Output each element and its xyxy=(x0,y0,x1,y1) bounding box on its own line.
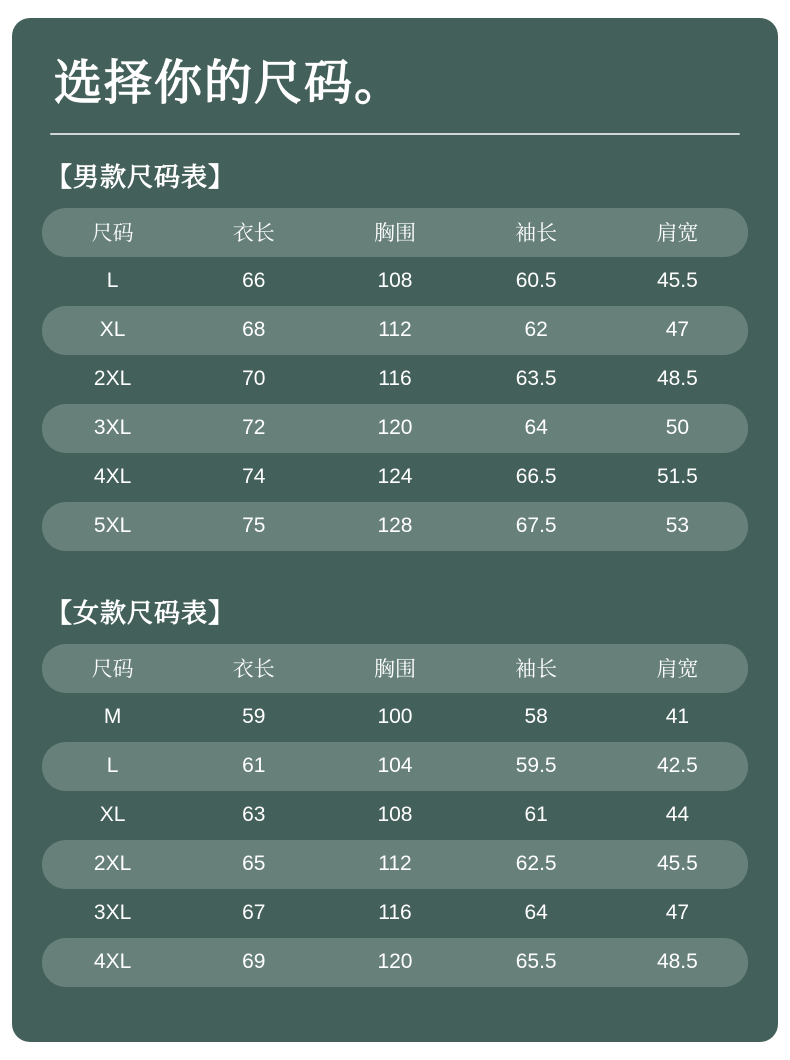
table-row xyxy=(42,355,748,404)
cell-bust: 124 xyxy=(377,465,413,489)
cell-size: L xyxy=(42,742,183,791)
cell-shoulder: 45.5 xyxy=(656,269,698,293)
cell-bust: 128 xyxy=(324,502,465,551)
cell-sleeve: 62 xyxy=(466,306,607,355)
cell-size: XL xyxy=(99,803,126,827)
cell-bust: 120 xyxy=(324,938,465,987)
cell-sleeve: 64 xyxy=(524,901,548,925)
table-row xyxy=(42,693,748,742)
cell-sleeve: 58 xyxy=(524,705,548,729)
cell-sleeve: 67.5 xyxy=(466,502,607,551)
cell-sleeve: 64 xyxy=(466,404,607,453)
cell-shoulder: 48.5 xyxy=(656,367,698,391)
cell-size: 4XL xyxy=(42,938,183,987)
table-row xyxy=(42,742,748,791)
size-table-women xyxy=(42,644,748,987)
cell-sleeve: 66.5 xyxy=(515,465,557,489)
table-row xyxy=(42,404,748,453)
cell-shoulder: 45.5 xyxy=(607,840,748,889)
cell-bust: 104 xyxy=(324,742,465,791)
column-header-bust: 胸围 xyxy=(324,644,465,693)
cell-length: 59 xyxy=(242,705,266,729)
cell-sleeve: 63.5 xyxy=(515,367,557,391)
cell-size: L xyxy=(106,269,119,293)
cell-bust: 112 xyxy=(324,840,465,889)
cell-sleeve: 59.5 xyxy=(466,742,607,791)
table-row xyxy=(42,257,748,306)
cell-length: 61 xyxy=(183,742,324,791)
column-header-shoulder: 肩宽 xyxy=(607,644,748,693)
column-header-size: 尺码 xyxy=(42,644,183,693)
table-row xyxy=(42,306,748,355)
cell-size: M xyxy=(103,705,122,729)
column-header-shoulder: 肩宽 xyxy=(607,208,748,257)
cell-sleeve: 62.5 xyxy=(466,840,607,889)
cell-shoulder: 51.5 xyxy=(656,465,698,489)
cell-bust: 100 xyxy=(377,705,413,729)
table-row xyxy=(42,889,748,938)
cell-length: 66 xyxy=(242,269,266,293)
table-row xyxy=(42,840,748,889)
table-row xyxy=(42,938,748,987)
page-title: 选择你的尺码。 xyxy=(54,57,405,110)
size-guide-card xyxy=(12,18,778,1042)
cell-length: 72 xyxy=(183,404,324,453)
cell-length: 70 xyxy=(242,367,266,391)
cell-size: 5XL xyxy=(42,502,183,551)
cell-size: 3XL xyxy=(42,404,183,453)
cell-size: 3XL xyxy=(93,901,132,925)
cell-length: 63 xyxy=(242,803,266,827)
cell-length: 65 xyxy=(183,840,324,889)
size-table-men xyxy=(42,208,748,551)
cell-shoulder: 41 xyxy=(665,705,690,729)
cell-size: 2XL xyxy=(42,840,183,889)
column-header-sleeve: 袖长 xyxy=(466,644,607,693)
table-row xyxy=(42,453,748,502)
column-header-length: 衣长 xyxy=(183,208,324,257)
header-divider xyxy=(50,133,740,135)
cell-sleeve: 60.5 xyxy=(515,269,557,293)
cell-shoulder: 48.5 xyxy=(607,938,748,987)
cell-size: 2XL xyxy=(93,367,132,391)
cell-length: 69 xyxy=(183,938,324,987)
table-row xyxy=(42,502,748,551)
cell-length: 74 xyxy=(242,465,266,489)
cell-length: 75 xyxy=(183,502,324,551)
cell-length: 68 xyxy=(183,306,324,355)
cell-shoulder: 53 xyxy=(607,502,748,551)
cell-shoulder: 50 xyxy=(607,404,748,453)
cell-shoulder: 47 xyxy=(607,306,748,355)
cell-shoulder: 42.5 xyxy=(607,742,748,791)
cell-shoulder: 47 xyxy=(665,901,690,925)
column-header-sleeve: 袖长 xyxy=(466,208,607,257)
cell-shoulder: 44 xyxy=(665,803,690,827)
cell-length: 67 xyxy=(242,901,266,925)
cell-sleeve: 65.5 xyxy=(466,938,607,987)
cell-bust: 108 xyxy=(377,803,413,827)
section-heading-women: 【女款尺码表】 xyxy=(46,597,236,628)
table-header-row xyxy=(42,644,748,693)
cell-bust: 120 xyxy=(324,404,465,453)
column-header-size: 尺码 xyxy=(42,208,183,257)
cell-bust: 108 xyxy=(377,269,413,293)
cell-size: XL xyxy=(42,306,183,355)
table-row xyxy=(42,791,748,840)
column-header-bust: 胸围 xyxy=(324,208,465,257)
column-header-length: 衣长 xyxy=(183,644,324,693)
table-header-row xyxy=(42,208,748,257)
cell-bust: 116 xyxy=(378,901,412,925)
cell-size: 4XL xyxy=(93,465,132,489)
cell-bust: 112 xyxy=(324,306,465,355)
section-heading-men: 【男款尺码表】 xyxy=(46,161,236,192)
cell-sleeve: 61 xyxy=(524,803,548,827)
cell-bust: 116 xyxy=(378,367,412,391)
